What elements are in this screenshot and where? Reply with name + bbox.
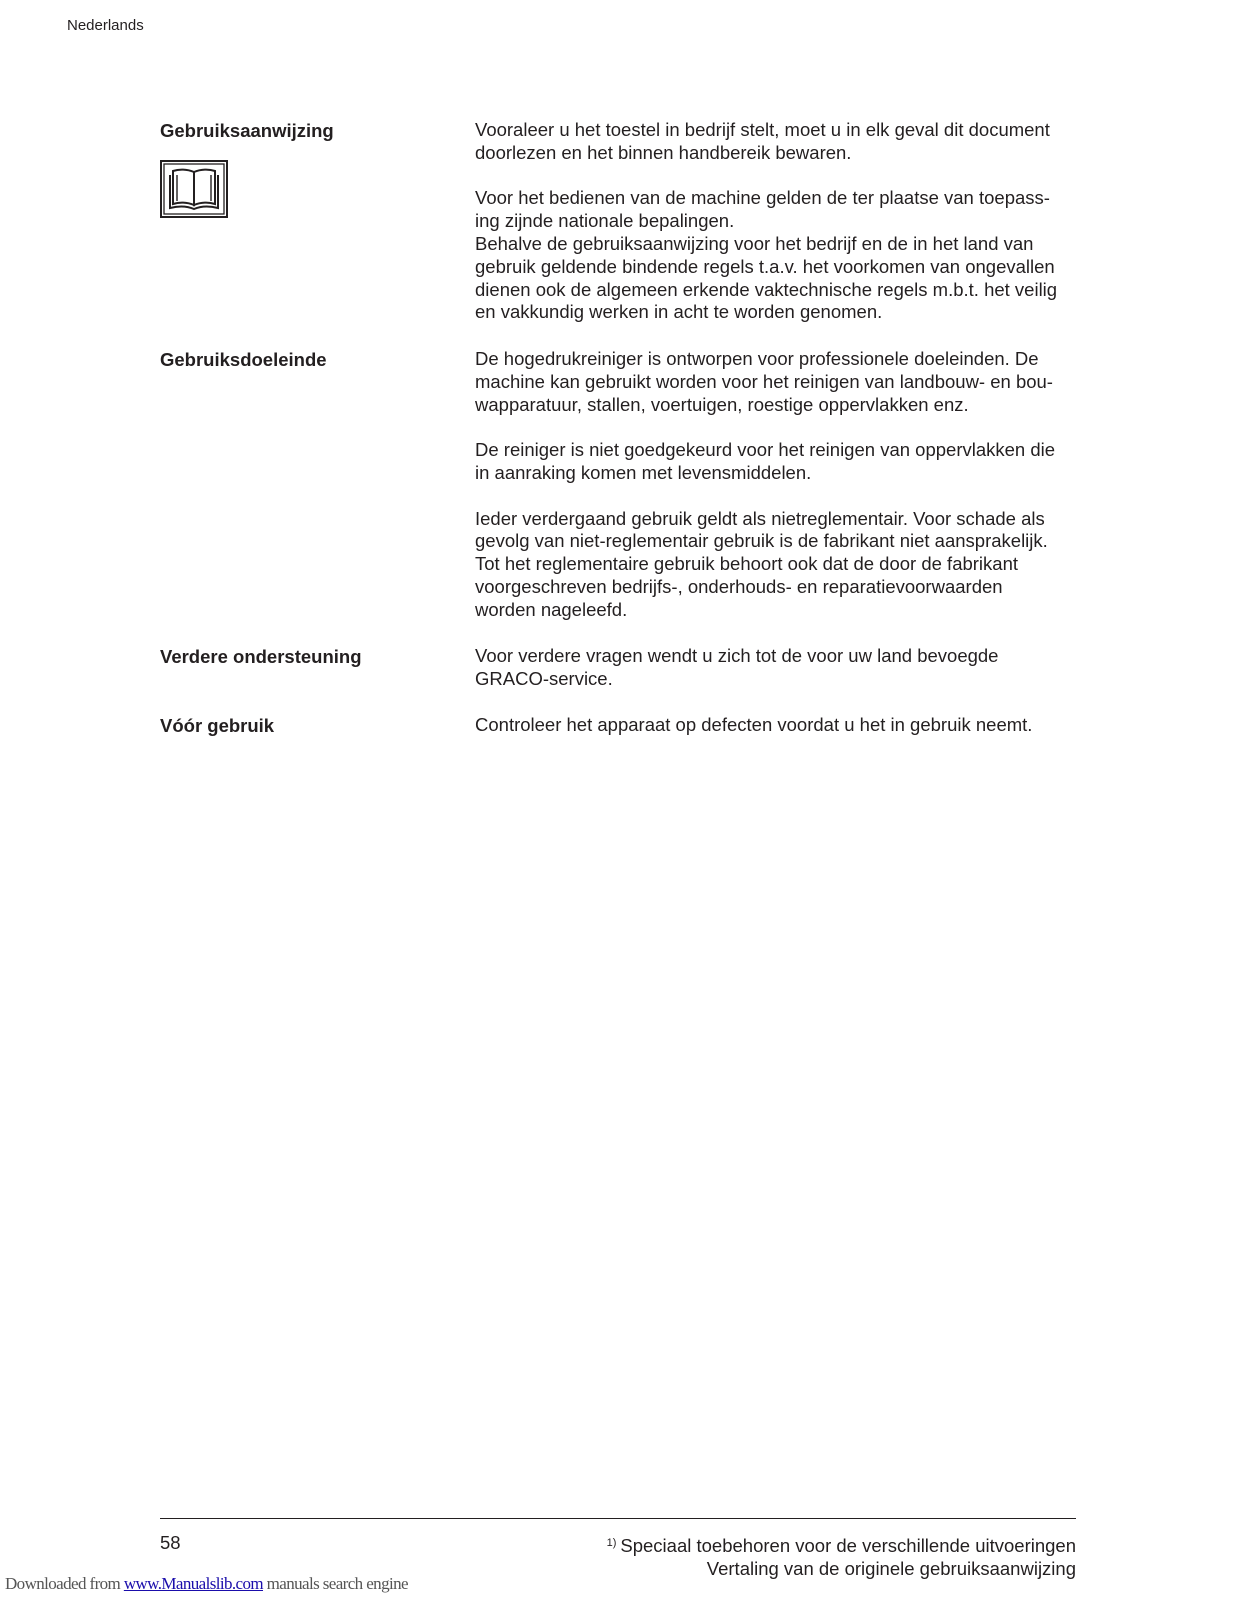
watermark-suffix: manuals search engine [263,1574,408,1593]
text-line: Behalve de gebruiksaanwijzing voor het bedrijf en de in het land van [475,232,1034,254]
text-line: doorlezen en het binnen handbereik bewaren. [475,141,852,163]
text-line: machine kan gebruikt worden voor het reinigen van landbouw- en bou- [475,370,1053,392]
header-language: Nederlands [67,17,144,34]
section-body-gebruiksaanwijzing [475,119,1095,324]
text-line: Controleer het apparaat op defecten voordat u het in gebruik neemt. [475,714,1033,735]
footnote-text: Speciaal toebehoren voor de verschillende uitvoeringen [620,1535,1076,1556]
text-line: in aanraking komen met levensmiddelen. [475,461,812,483]
text-line: wapparatuur, stallen, voertuigen, roestige oppervlakken enz. [475,393,969,415]
section-body-gebruiksdoeleinde [475,348,1095,622]
footer-divider [160,1518,1076,1519]
footnote-marker: 1) [606,1537,617,1549]
open-book-icon [160,160,228,218]
section-body-voor-gebruik [475,714,1095,737]
manualslib-link[interactable]: www.Manualslib.com [123,1574,264,1593]
text-line: gevolg van niet-reglementair gebruik is de fabrikant niet aansprakelijk. [475,530,1048,552]
section-body-verdere-ondersteuning [475,645,1095,691]
section-title-verdere-ondersteuning: Verdere ondersteuning [160,646,362,667]
text-line: ing zijnde nationale bepalingen. [475,210,735,232]
text-line: Voor het bedienen van de machine gelden de ter plaatse van toepass- [475,187,1050,209]
text-line: dienen ook de algemeen erkende vaktechnische regels m.b.t. het veilig [475,278,1058,300]
section-title-voor-gebruik: Vóór gebruik [160,715,275,736]
text-line: en vakkundig werken in acht te worden genomen. [475,301,883,323]
text-line: Voor verdere vragen wendt u zich tot de voor uw land bevoegde [475,645,999,666]
download-watermark [5,1574,408,1594]
text-line: Vooraleer u het toestel in bedrijf stelt, moet u in elk geval dit document [475,119,1050,140]
text-line: voorgeschreven bedrijfs-, onderhouds- en reparatievoorwaarden [475,575,1003,597]
translation-note: Vertaling van de originele gebruiksaanwijzing [706,1558,1076,1579]
text-line: De reiniger is niet goedgekeurd voor het reinigen van oppervlakken die [475,439,1056,461]
text-line: worden nageleefd. [475,598,628,620]
footer-notes [607,1532,1076,1580]
text-line: De hogedrukreiniger is ontworpen voor professionele doeleinden. De [475,348,1039,369]
text-line: GRACO-service. [475,667,613,689]
section-title-gebruiksdoeleinde: Gebruiksdoeleinde [160,349,327,370]
text-line: Ieder verdergaand gebruik geldt als nietreglementair. Voor schade als [475,507,1045,529]
page-number: 58 [160,1532,181,1553]
text-line: gebruik geldende bindende regels t.a.v. het voorkomen van ongevallen [475,255,1055,277]
section-title-gebruiksaanwijzing: Gebruiksaanwijzing [160,120,334,141]
text-line: Tot het reglementaire gebruik behoort ook dat de door de fabrikant [475,553,1019,575]
watermark-prefix: Downloaded from [5,1574,124,1593]
